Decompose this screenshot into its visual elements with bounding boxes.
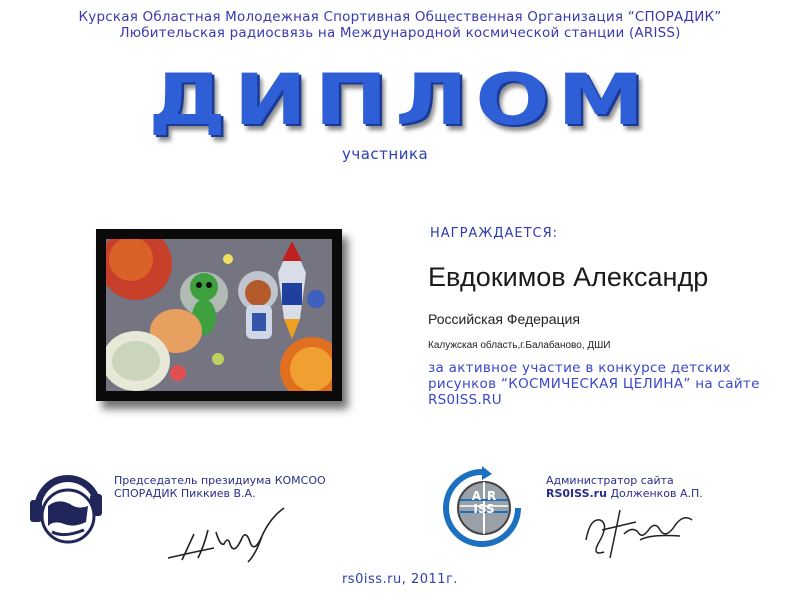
radio-globe-emblem-icon xyxy=(28,462,106,550)
chairman-title-line2: СПОРАДИК Пиккиев В.А. xyxy=(114,487,256,500)
administrator-name: Долженков А.П. xyxy=(610,487,703,500)
diploma-title: ДИПЛОМ xyxy=(148,59,652,141)
ariss-letter-r: R xyxy=(487,489,497,503)
organization-name: Курская Областная Молодежная Спортивная Общественная Организация “СПОРАДИК” xyxy=(78,9,722,25)
footer-site-year: rs0iss.ru, 2011г. xyxy=(341,572,459,587)
ariss-letter-i: I xyxy=(473,502,478,516)
child-drawing-image xyxy=(96,229,342,401)
administrator-site: RS0ISS.ru xyxy=(546,487,607,500)
ariss-letter-s2: S xyxy=(485,502,495,516)
administrator-title-line1: Администратор сайта xyxy=(546,474,674,487)
administrator-signature-icon xyxy=(580,500,700,564)
recipient-name: Евдокимов Александр xyxy=(428,262,709,292)
awarded-label: НАГРАЖДАЕТСЯ: xyxy=(430,226,559,241)
chairman-title xyxy=(114,474,384,500)
chairman-title-line1: Председатель президиума КОМСОО xyxy=(114,474,326,487)
organization-subtitle: Любительская радиосвязь на Международной космической станции (ARISS) xyxy=(119,25,681,41)
award-reason: за активное участие в конкурсе детских рисунков “КОСМИЧЕСКАЯ ЦЕЛИНА” на сайте RS0ISS.RU xyxy=(428,360,760,408)
ariss-letter-s1: S xyxy=(477,502,486,516)
diploma-subtitle: участника xyxy=(342,145,429,163)
administrator-title xyxy=(546,474,786,500)
recipient-country: Российская Федерация xyxy=(428,311,580,327)
ariss-logo-icon xyxy=(440,466,524,550)
space-drawing-icon xyxy=(106,239,332,391)
ariss-letter-a: A xyxy=(471,489,482,503)
recipient-region: Калужская область,г.Балабаново, ДШИ xyxy=(428,340,611,351)
chairman-signature-icon xyxy=(164,500,294,564)
